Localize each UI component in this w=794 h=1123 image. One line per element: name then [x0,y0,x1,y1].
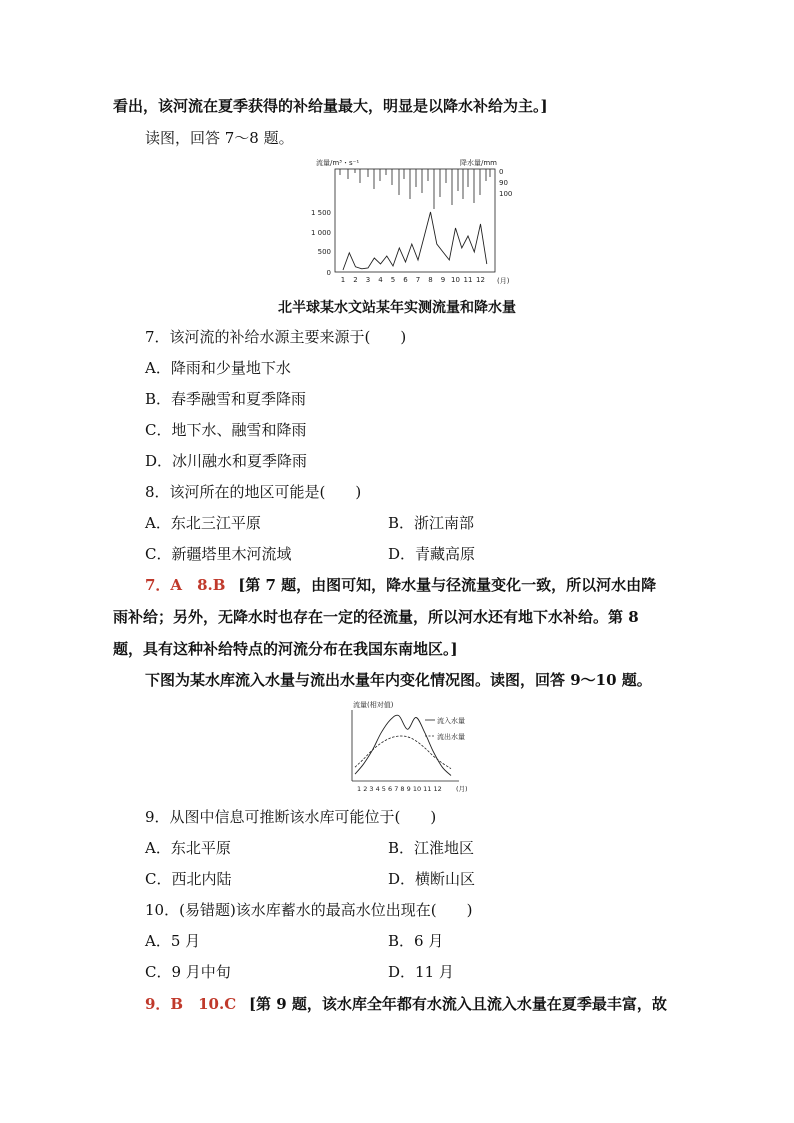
q10-option-b: B．6 月 [388,932,444,950]
q8-option-a: A．东北三江平原 [145,514,261,532]
x-tick-3: 3 [365,276,371,284]
right-ticks [499,168,512,198]
y-axis-label: 流量(相对值) [353,701,394,709]
reservoir-flow-chart [347,698,487,798]
runoff-line [343,212,487,270]
precipitation-bars [340,169,490,209]
x-tick-2: 2 [353,276,358,284]
right-axis-label: 降水量/mm [460,159,497,167]
x-tick-10: 10 [451,276,460,284]
x-ticks [341,276,485,284]
intro-9-10: 下图为某水库流入水量与流出水量年内变化情况图。读图，回答 9～10 题。 [145,671,652,689]
answer-7-8-line2: 雨补给；另外，无降水时也存在一定的径流量，所以河水还有地下水补给。第 8 [113,608,639,626]
x-tick-4: 4 [378,276,383,284]
q7-stem: 7．该河流的补给水源主要来源于( ) [145,328,407,346]
answer-7-8-text1: [第 7 题，由图可知，降水量与径流量变化一致，所以河水由降 [238,576,657,594]
left-ticks [311,209,331,277]
chart1-caption: 北半球某水文站某年实测流量和降水量 [278,300,516,316]
legend-inflow: 流入水量 [437,717,465,725]
q9-stem: 9．从图中信息可推断该水库可能位于( ) [145,808,437,826]
left-tick-1500: 1 500 [310,209,331,217]
x-tick-5: 5 [390,276,396,284]
x-tick-12: 12 [476,276,485,284]
x-tick-9: 9 [440,276,446,284]
q10-option-c: C．9 月中旬 [145,963,231,981]
q7-option-b: B．春季融雪和夏季降雨 [145,390,307,408]
q8-option-b: B．浙江南部 [388,514,475,532]
x-unit: (月) [497,277,510,285]
x-tick-11: 11 [463,276,473,284]
q9-option-b: B．江淮地区 [388,839,475,857]
q9-option-c: C．西北内陆 [145,870,232,888]
q8-stem: 8．该河所在的地区可能是( ) [145,483,362,501]
answer-7-8-line1 [145,575,656,595]
q7-option-d: D．冰川融水和夏季降雨 [145,452,308,470]
q8-option-d: D．青藏高原 [388,545,476,563]
x-tick-8: 8 [428,276,433,284]
right-tick-90: 90 [499,179,508,187]
legend-outflow: 流出水量 [437,733,465,741]
x-tick-7: 7 [415,276,421,284]
left-tick-1000: 1 000 [310,229,331,237]
q9-option-d: D．横断山区 [388,870,476,888]
answer-9-10-label: 9．B 10.C [145,995,237,1013]
right-tick-100: 100 [499,190,513,198]
runoff-precipitation-chart [300,155,540,285]
answer-7-8-label: 7．A 8.B [145,576,226,594]
left-tick-500: 500 [317,248,331,256]
x-unit: (月) [456,785,468,793]
answer-9-10-line1 [145,994,667,1014]
q10-option-d: D．11 月 [388,963,454,981]
answer-7-8-line3: 题，具有这种补给特点的河流分布在我国东南地区。] [113,640,458,658]
intro-7-8: 读图，回答 7～8 题。 [145,129,294,147]
previous-answer-tail: 看出，该河流在夏季获得的补给量最大，明显是以降水补给为主。] [113,97,548,115]
q7-option-a: A．降雨和少量地下水 [145,359,291,377]
x-tick-1: 1 [340,276,346,284]
left-tick-0: 0 [326,269,331,277]
q10-stem: 10．(易错题)该水库蓄水的最高水位出现在( ) [145,901,473,919]
q8-option-c: C．新疆塔里木河流域 [145,545,292,563]
x-tick-6: 6 [403,276,408,284]
left-axis-label: 流量/m³・s⁻¹ [316,159,360,167]
right-tick-0: 0 [499,168,504,176]
q9-option-a: A．东北平原 [145,839,231,857]
x-ticks: 1 2 3 4 5 6 7 8 9 10 11 12 [357,785,442,793]
answer-9-10-text1: [第 9 题，该水库全年都有水流入且流入水量在夏季最丰富，故 [248,995,667,1013]
q10-option-a: A．5 月 [145,932,201,950]
q7-option-c: C．地下水、融雪和降雨 [145,421,307,439]
